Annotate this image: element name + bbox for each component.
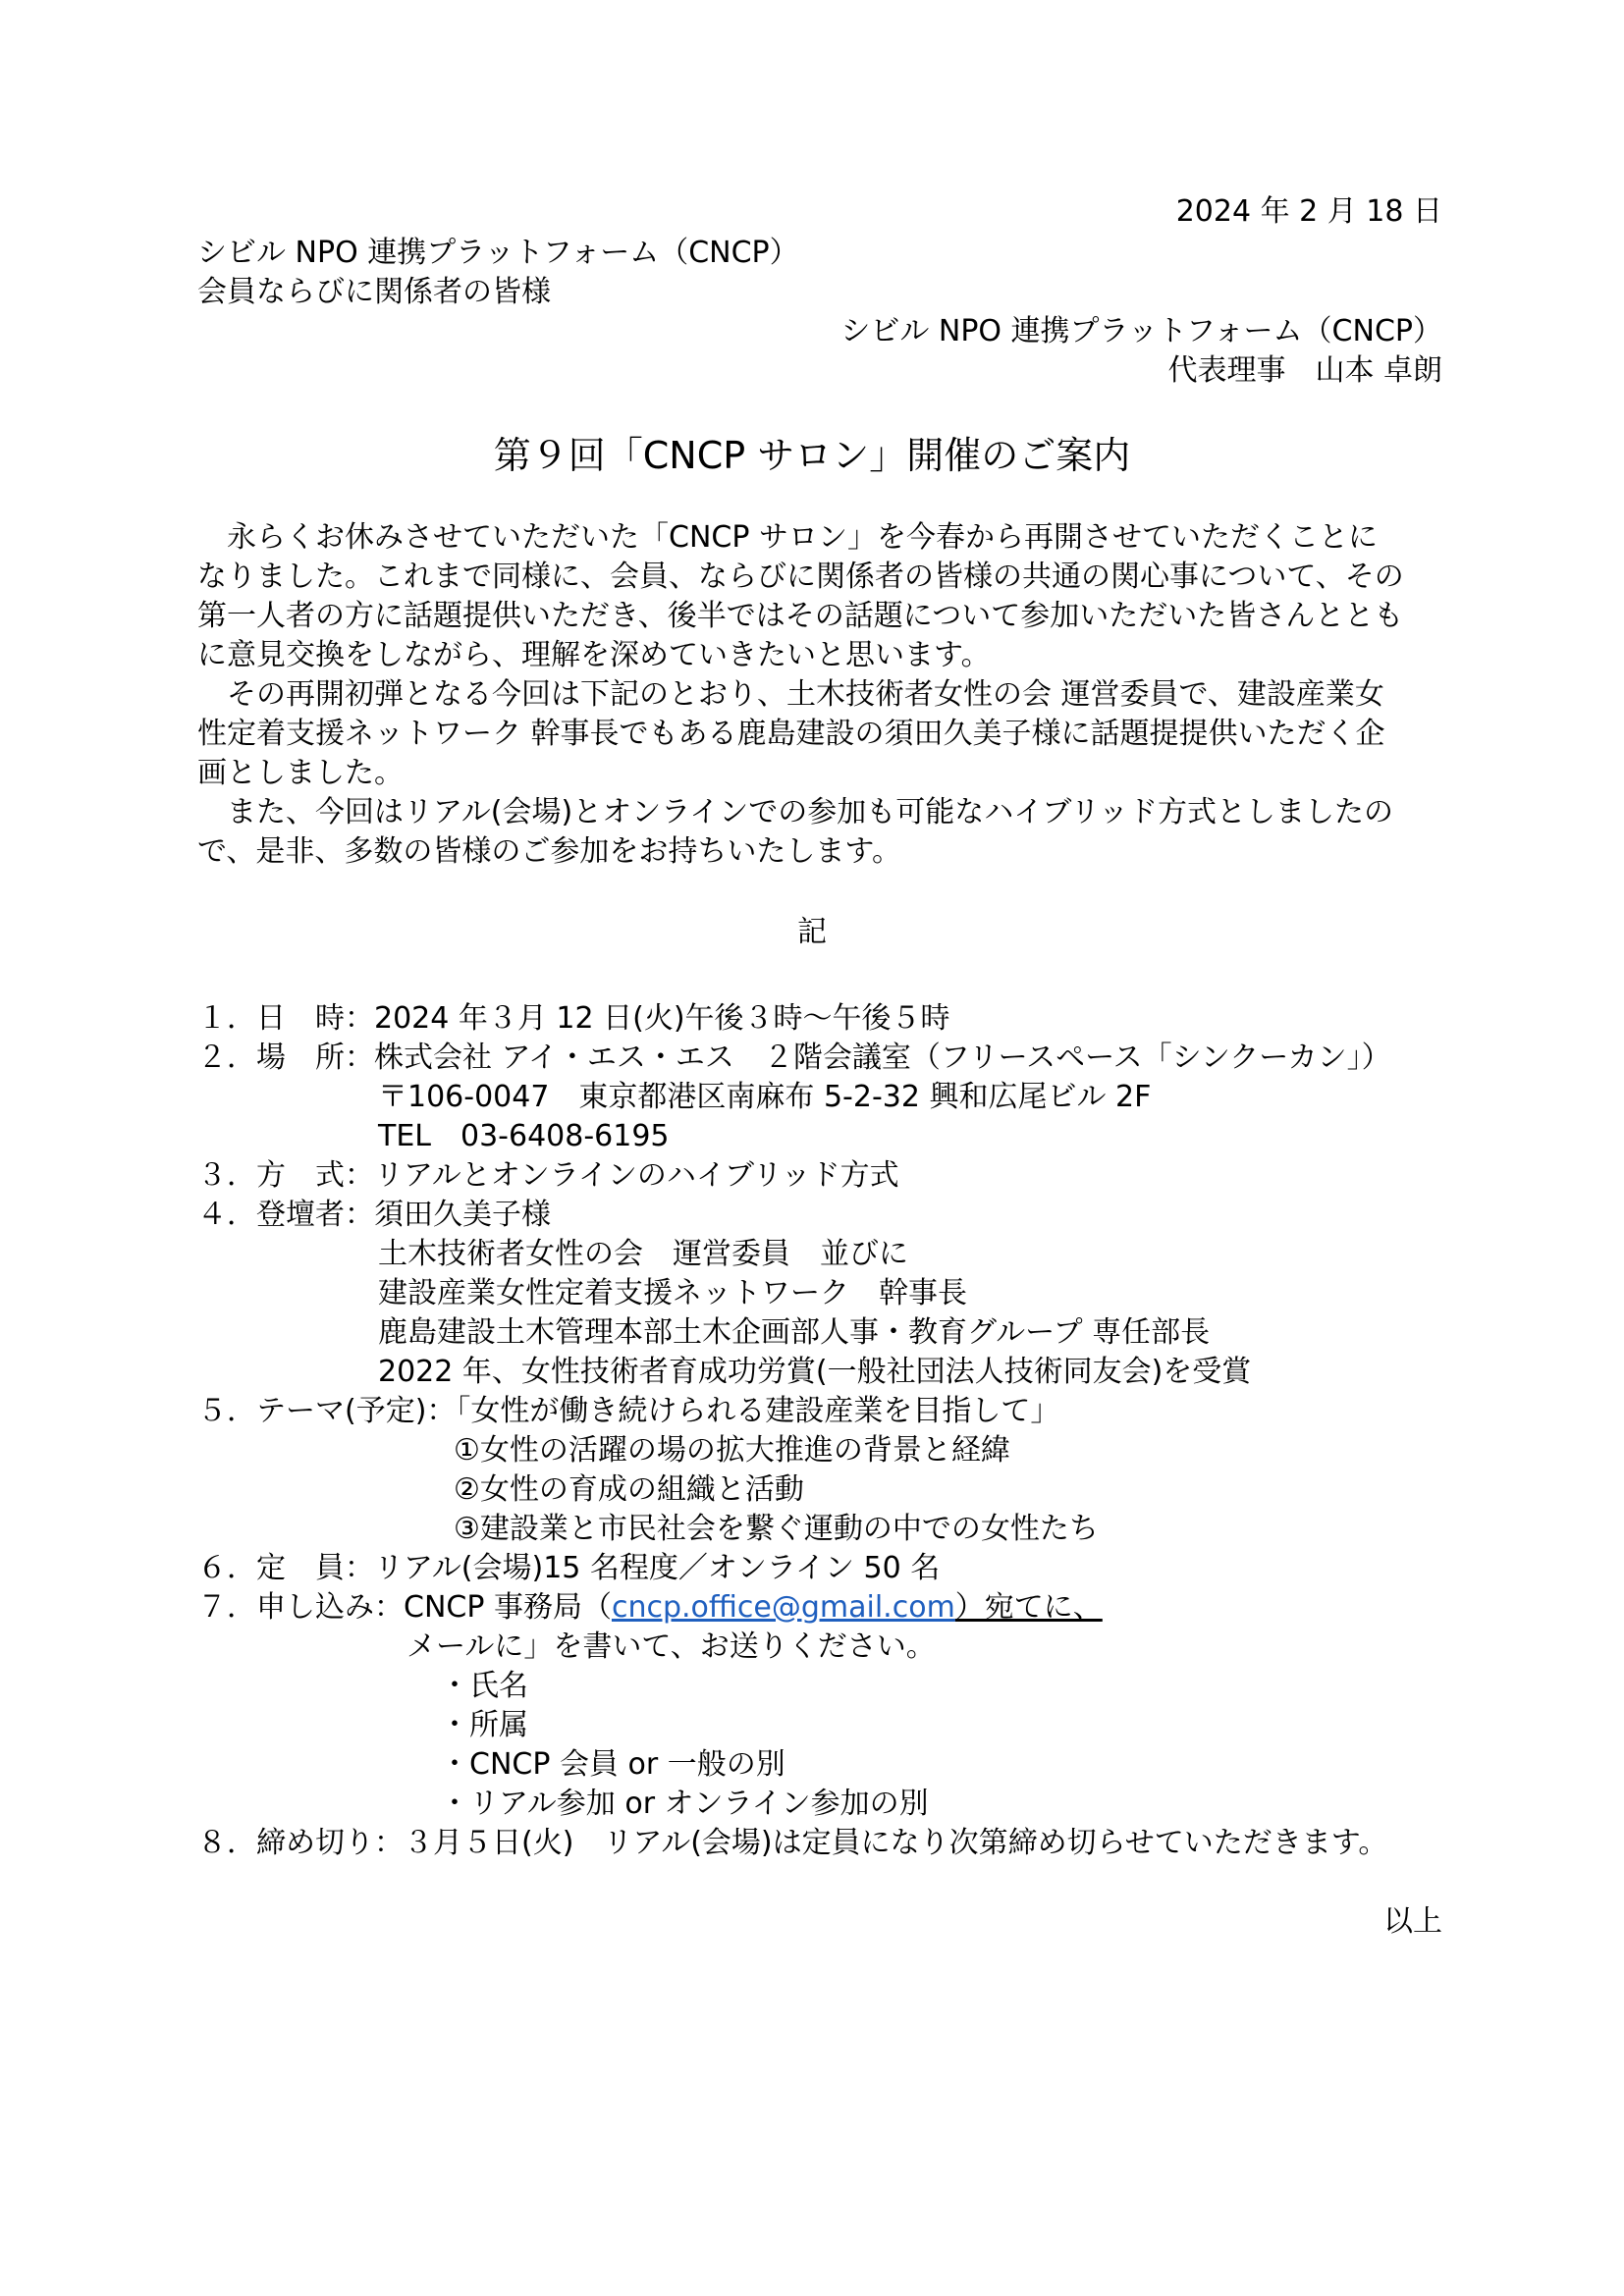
item-venue-address: 〒106-0047 東京都港区南麻布 5-2-32 興和広尾ビル 2F: [378, 1080, 1152, 1114]
item-venue: ２．場 所：株式会社 アイ・エス・エス ２階会議室（フリースペース「シンクーカン」）: [197, 1041, 1391, 1075]
sender-representative: 代表理事 山本 卓朗: [1167, 353, 1442, 388]
application-field-attendance: ・リアル参加 or オンライン参加の別: [440, 1787, 929, 1821]
body-line: また、今回はリアル(会場)とオンラインでの参加も可能なハイブリッド方式としましたの: [197, 795, 1394, 829]
speaker-role-1: 土木技術者女性の会 運営委員 並びに: [378, 1237, 908, 1271]
body-line: 画としました。: [197, 756, 404, 790]
theme-point-2: ②女性の育成の組織と活動: [454, 1472, 804, 1507]
body-line: 第一人者の方に話題提供いただき、後半ではその話題について参加いただいた皆さんととも: [197, 599, 1404, 633]
document-date: 2024 年 2 月 18 日: [1175, 194, 1442, 229]
speaker-role-3: 鹿島建設土木管理本部土木企画部人事・教育グループ 専任部長: [378, 1315, 1211, 1350]
closing-mark: 以上: [1383, 1904, 1442, 1939]
ki-heading: 記: [797, 915, 827, 949]
addressee-organization: シビル NPO 連携プラットフォーム（CNCP）: [197, 236, 799, 270]
speaker-role-2: 建設産業女性定着支援ネットワーク 幹事長: [378, 1276, 967, 1310]
item-theme: ５．テーマ(予定)：「女性が働き続けられる建設産業を目指して」: [197, 1394, 1060, 1428]
item-application: [197, 1588, 1103, 1628]
body-line: 性定着支援ネットワーク 幹事長でもある鹿島建設の須田久美子様に話題提提供いただく企: [197, 717, 1385, 751]
application-instruction: メールに」を書いて、お送りください。: [406, 1629, 936, 1664]
application-suffix: ）宛てに、: [954, 1590, 1103, 1625]
addressee-members: 会員ならびに関係者の皆様: [197, 275, 551, 309]
item-venue-tel: TEL 03-6408-6195: [378, 1119, 670, 1153]
body-text: [197, 518, 1431, 872]
body-line: その再開初弾となる今回は下記のとおり、土木技術者女性の会 運営委員で、建設産業女: [197, 677, 1384, 712]
theme-point-3: ③建設業と市民社会を繋ぐ運動の中での女性たち: [454, 1512, 1099, 1546]
item-format: ３．方 式：リアルとオンラインのハイブリッド方式: [197, 1158, 899, 1193]
item-deadline: ８．締め切り：３月５日(火) リアル(会場)は定員になり次第締め切らせていただきます。: [197, 1826, 1388, 1860]
document-title: 第９回「CNCP サロン」開催のご案内: [493, 434, 1131, 477]
theme-point-1: ①女性の活躍の場の拡大推進の背景と経緯: [454, 1433, 1010, 1468]
item-speaker: ４．登壇者：須田久美子様: [197, 1198, 551, 1232]
application-field-name: ・氏名: [440, 1669, 528, 1703]
application-field-membership: ・CNCP 会員 or 一般の別: [440, 1747, 785, 1782]
body-line: に意見交換をしながら、理解を深めていきたいと思います。: [197, 638, 991, 672]
body-line: で、是非、多数の皆様のご参加をお持ちいたします。: [197, 834, 901, 869]
item-datetime: １．日 時：2024 年３月 12 日(火)午後３時～午後５時: [197, 1001, 950, 1036]
item-capacity: ６．定 員：リアル(会場)15 名程度／オンライン 50 名: [197, 1551, 941, 1585]
application-field-affiliation: ・所属: [440, 1708, 528, 1742]
email-link[interactable]: cncp.office@gmail.com: [611, 1590, 955, 1625]
speaker-award: 2022 年、女性技術者育成功労賞(一般社団法人技術同友会)を受賞: [378, 1355, 1252, 1389]
body-line: なりました。これまで同様に、会員、ならびに関係者の皆様の共通の関心事について、その: [197, 560, 1404, 594]
body-line: 永らくお休みさせていただいた「CNCP サロン」を今春から再開させていただくことに: [197, 520, 1378, 555]
application-prefix: ７．申し込み：CNCP 事務局（: [197, 1590, 612, 1625]
sender-organization: シビル NPO 連携プラットフォーム（CNCP）: [840, 314, 1442, 348]
